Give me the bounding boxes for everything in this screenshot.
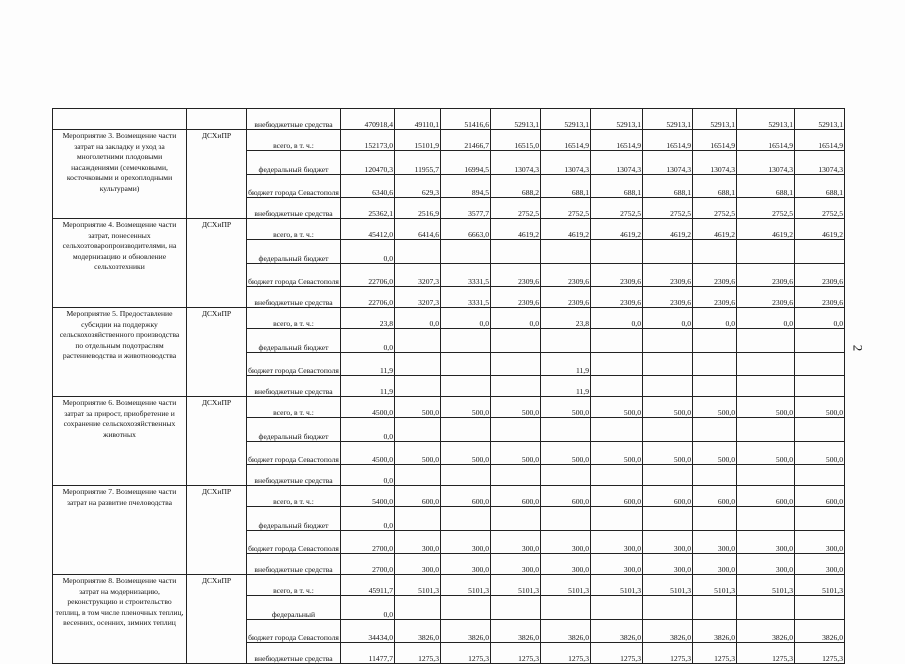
value-cell: 16514,9 xyxy=(541,130,591,151)
value-cell xyxy=(541,507,591,531)
value-cell: 16515,0 xyxy=(491,130,541,151)
funding-source-cell: внебюджетные средства xyxy=(247,287,341,308)
value-cell xyxy=(693,418,737,442)
value-cell: 1275,3 xyxy=(541,643,591,664)
value-cell: 500,0 xyxy=(795,397,845,418)
funding-source-cell: бюджет города Севастополя xyxy=(247,442,341,465)
value-cell xyxy=(591,329,643,353)
funding-source-cell: внебюджетные средства xyxy=(247,198,341,219)
value-cell: 13074,3 xyxy=(643,151,693,175)
table-row xyxy=(53,308,845,329)
value-cell: 600,0 xyxy=(395,486,441,507)
funding-source-cell: бюджет города Севастополя xyxy=(247,620,341,643)
funding-source-cell: федеральный бюджет xyxy=(247,329,341,353)
value-cell: 23,8 xyxy=(341,308,395,329)
value-cell: 3826,0 xyxy=(441,620,491,643)
value-cell xyxy=(395,418,441,442)
value-cell: 16514,9 xyxy=(795,130,845,151)
funding-source-cell: внебюджетные средства xyxy=(247,465,341,486)
executor-cell: ДСХиПР xyxy=(187,219,247,308)
value-cell xyxy=(795,596,845,620)
value-cell: 13074,3 xyxy=(491,151,541,175)
value-cell: 300,0 xyxy=(693,531,737,554)
value-cell xyxy=(693,329,737,353)
funding-source-cell: федеральный бюджет xyxy=(247,240,341,264)
value-cell xyxy=(643,353,693,376)
value-cell: 52913,1 xyxy=(643,109,693,130)
value-cell xyxy=(693,353,737,376)
value-cell: 3826,0 xyxy=(693,620,737,643)
value-cell: 500,0 xyxy=(693,442,737,465)
value-cell: 0,0 xyxy=(341,465,395,486)
value-cell xyxy=(591,353,643,376)
value-cell: 16514,9 xyxy=(643,130,693,151)
value-cell: 13074,3 xyxy=(591,151,643,175)
value-cell xyxy=(795,329,845,353)
value-cell: 5101,3 xyxy=(441,575,491,596)
value-cell: 2752,5 xyxy=(491,198,541,219)
executor-cell: ДСХиПР xyxy=(187,308,247,397)
value-cell: 300,0 xyxy=(737,554,795,575)
value-cell: 5101,3 xyxy=(491,575,541,596)
value-cell: 23,8 xyxy=(541,308,591,329)
table-row xyxy=(53,219,845,240)
value-cell xyxy=(693,240,737,264)
value-cell: 3826,0 xyxy=(395,620,441,643)
value-cell: 500,0 xyxy=(541,442,591,465)
event-name-cell: Мероприятие 3. Возмещение части затрат на закладку и уход за многолетними плодовыми насаждениями (семечковыми, косточковыми и орехоплодными культурами) xyxy=(53,130,187,219)
value-cell: 3826,0 xyxy=(541,620,591,643)
funding-source-cell: всего, в т. ч.: xyxy=(247,575,341,596)
value-cell: 500,0 xyxy=(643,397,693,418)
value-cell: 500,0 xyxy=(795,442,845,465)
value-cell xyxy=(491,465,541,486)
value-cell xyxy=(441,507,491,531)
value-cell xyxy=(541,465,591,486)
value-cell xyxy=(591,465,643,486)
value-cell: 500,0 xyxy=(441,397,491,418)
value-cell: 500,0 xyxy=(541,397,591,418)
value-cell xyxy=(737,418,795,442)
value-cell: 1275,3 xyxy=(693,643,737,664)
executor-cell: ДСХиПР xyxy=(187,397,247,486)
value-cell xyxy=(491,353,541,376)
value-cell: 300,0 xyxy=(643,554,693,575)
value-cell: 500,0 xyxy=(591,442,643,465)
value-cell xyxy=(693,465,737,486)
value-cell: 0,0 xyxy=(795,308,845,329)
value-cell: 600,0 xyxy=(693,486,737,507)
value-cell: 13074,3 xyxy=(737,151,795,175)
value-cell: 4619,2 xyxy=(491,219,541,240)
value-cell: 3331,5 xyxy=(441,287,491,308)
value-cell xyxy=(541,240,591,264)
value-cell: 4619,2 xyxy=(643,219,693,240)
value-cell xyxy=(441,240,491,264)
value-cell: 600,0 xyxy=(795,486,845,507)
value-cell xyxy=(395,596,441,620)
value-cell: 4619,2 xyxy=(541,219,591,240)
budget-table xyxy=(52,108,845,664)
value-cell: 2309,6 xyxy=(737,264,795,287)
value-cell: 300,0 xyxy=(693,554,737,575)
value-cell: 45911,7 xyxy=(341,575,395,596)
value-cell: 1275,3 xyxy=(591,643,643,664)
value-cell: 500,0 xyxy=(441,442,491,465)
value-cell: 300,0 xyxy=(795,554,845,575)
value-cell xyxy=(441,353,491,376)
value-cell: 500,0 xyxy=(643,442,693,465)
value-cell: 52913,1 xyxy=(795,109,845,130)
value-cell: 600,0 xyxy=(591,486,643,507)
event-name-cell: Мероприятие 7. Возмещение части затрат на развитие пчеловодства xyxy=(53,486,187,575)
value-cell xyxy=(491,329,541,353)
funding-source-cell: бюджет города Севастополя xyxy=(247,175,341,198)
value-cell: 3577,7 xyxy=(441,198,491,219)
value-cell xyxy=(737,596,795,620)
value-cell: 25362,1 xyxy=(341,198,395,219)
value-cell: 4619,2 xyxy=(737,219,795,240)
value-cell: 5101,3 xyxy=(643,575,693,596)
value-cell: 3826,0 xyxy=(737,620,795,643)
value-cell: 6414,6 xyxy=(395,219,441,240)
value-cell: 300,0 xyxy=(795,531,845,554)
value-cell: 1275,3 xyxy=(737,643,795,664)
event-name-cell: Мероприятие 5. Предоставление субсидии на поддержку сельскохозяйственного производства по отдельным подотраслям растениеводства и животноводства xyxy=(53,308,187,397)
value-cell xyxy=(737,353,795,376)
value-cell: 500,0 xyxy=(395,442,441,465)
value-cell xyxy=(441,596,491,620)
value-cell: 2309,6 xyxy=(491,264,541,287)
value-cell xyxy=(737,240,795,264)
value-cell: 600,0 xyxy=(737,486,795,507)
value-cell: 6340,6 xyxy=(341,175,395,198)
value-cell: 2309,6 xyxy=(795,287,845,308)
value-cell: 470918,4 xyxy=(341,109,395,130)
value-cell: 300,0 xyxy=(491,531,541,554)
value-cell: 2309,6 xyxy=(693,264,737,287)
value-cell: 51416,6 xyxy=(441,109,491,130)
page-number: 2 xyxy=(850,344,866,352)
value-cell: 4619,2 xyxy=(591,219,643,240)
value-cell: 13074,3 xyxy=(795,151,845,175)
value-cell xyxy=(795,465,845,486)
value-cell: 3207,3 xyxy=(395,287,441,308)
value-cell: 2752,5 xyxy=(591,198,643,219)
value-cell: 688,1 xyxy=(643,175,693,198)
table-row xyxy=(53,130,845,151)
value-cell xyxy=(693,376,737,397)
value-cell xyxy=(441,465,491,486)
value-cell xyxy=(395,240,441,264)
value-cell xyxy=(591,596,643,620)
value-cell xyxy=(395,507,441,531)
value-cell: 13074,3 xyxy=(693,151,737,175)
funding-source-cell: всего, в т. ч.: xyxy=(247,219,341,240)
value-cell: 0,0 xyxy=(693,308,737,329)
value-cell: 52913,1 xyxy=(591,109,643,130)
value-cell xyxy=(441,329,491,353)
value-cell: 688,1 xyxy=(541,175,591,198)
value-cell xyxy=(795,353,845,376)
value-cell: 11,9 xyxy=(541,376,591,397)
value-cell xyxy=(737,329,795,353)
funding-source-cell: внебюджетные средства xyxy=(247,109,341,130)
value-cell: 688,1 xyxy=(693,175,737,198)
value-cell: 300,0 xyxy=(591,554,643,575)
value-cell: 300,0 xyxy=(737,531,795,554)
value-cell xyxy=(491,240,541,264)
value-cell: 2752,5 xyxy=(737,198,795,219)
value-cell xyxy=(795,507,845,531)
value-cell: 52913,1 xyxy=(491,109,541,130)
empty-cell xyxy=(53,109,187,130)
value-cell xyxy=(491,507,541,531)
value-cell xyxy=(395,465,441,486)
value-cell xyxy=(395,376,441,397)
value-cell: 2700,0 xyxy=(341,554,395,575)
value-cell: 500,0 xyxy=(693,397,737,418)
value-cell: 300,0 xyxy=(395,531,441,554)
funding-source-cell: федеральный бюджет xyxy=(247,507,341,531)
value-cell: 500,0 xyxy=(737,397,795,418)
value-cell: 11477,7 xyxy=(341,643,395,664)
value-cell: 500,0 xyxy=(737,442,795,465)
value-cell: 22706,0 xyxy=(341,264,395,287)
value-cell xyxy=(643,240,693,264)
value-cell: 688,1 xyxy=(737,175,795,198)
funding-source-cell: федеральный xyxy=(247,596,341,620)
value-cell xyxy=(541,418,591,442)
value-cell: 16514,9 xyxy=(591,130,643,151)
value-cell: 2752,5 xyxy=(795,198,845,219)
value-cell xyxy=(591,376,643,397)
value-cell: 4500,0 xyxy=(341,397,395,418)
value-cell: 300,0 xyxy=(395,554,441,575)
funding-source-cell: бюджет города Севастополя xyxy=(247,353,341,376)
value-cell: 4619,2 xyxy=(693,219,737,240)
funding-source-cell: всего, в т. ч.: xyxy=(247,486,341,507)
value-cell: 2516,9 xyxy=(395,198,441,219)
value-cell: 600,0 xyxy=(643,486,693,507)
value-cell: 2309,6 xyxy=(795,264,845,287)
value-cell xyxy=(643,418,693,442)
value-cell: 0,0 xyxy=(737,308,795,329)
executor-cell: ДСХиПР xyxy=(187,130,247,219)
value-cell: 0,0 xyxy=(341,507,395,531)
value-cell: 52913,1 xyxy=(737,109,795,130)
table-row xyxy=(53,109,845,130)
value-cell: 300,0 xyxy=(441,531,491,554)
value-cell: 629,3 xyxy=(395,175,441,198)
funding-source-cell: федеральный бюджет xyxy=(247,151,341,175)
value-cell: 6663,0 xyxy=(441,219,491,240)
value-cell xyxy=(693,507,737,531)
value-cell: 5101,3 xyxy=(591,575,643,596)
event-name-cell: Мероприятие 4. Возмещение части затрат, понесенных сельхозтоваропроизводителями, на модернизацию и обновление сельхозтехники xyxy=(53,219,187,308)
value-cell: 1275,3 xyxy=(795,643,845,664)
value-cell xyxy=(491,596,541,620)
value-cell: 0,0 xyxy=(591,308,643,329)
value-cell: 2309,6 xyxy=(643,264,693,287)
value-cell: 16994,5 xyxy=(441,151,491,175)
value-cell: 5101,3 xyxy=(737,575,795,596)
value-cell: 2309,6 xyxy=(693,287,737,308)
value-cell xyxy=(591,240,643,264)
value-cell xyxy=(491,376,541,397)
value-cell: 0,0 xyxy=(491,308,541,329)
value-cell: 11,9 xyxy=(341,353,395,376)
value-cell: 300,0 xyxy=(491,554,541,575)
value-cell: 3331,5 xyxy=(441,264,491,287)
value-cell xyxy=(643,376,693,397)
event-name-cell: Мероприятие 6. Возмещение части затрат за прирост, приобретение и сохранение сельскохозяйственных животных xyxy=(53,397,187,486)
value-cell xyxy=(693,596,737,620)
value-cell: 300,0 xyxy=(643,531,693,554)
value-cell: 21466,7 xyxy=(441,130,491,151)
value-cell: 300,0 xyxy=(591,531,643,554)
value-cell xyxy=(737,376,795,397)
value-cell xyxy=(643,507,693,531)
funding-source-cell: бюджет города Севастополя xyxy=(247,264,341,287)
value-cell xyxy=(737,465,795,486)
value-cell: 688,1 xyxy=(591,175,643,198)
value-cell: 2752,5 xyxy=(693,198,737,219)
value-cell: 22706,0 xyxy=(341,287,395,308)
funding-source-cell: внебюджетные средства xyxy=(247,643,341,664)
value-cell: 2309,6 xyxy=(643,287,693,308)
value-cell: 600,0 xyxy=(491,486,541,507)
value-cell: 52913,1 xyxy=(541,109,591,130)
value-cell: 4619,2 xyxy=(795,219,845,240)
value-cell xyxy=(591,507,643,531)
value-cell: 5101,3 xyxy=(693,575,737,596)
event-name-cell: Мероприятие 8. Возмещение части затрат на модернизацию, реконструкцию и строительство теплиц, в том числе пленочных теплиц, весенних, осенних, зимних теплиц xyxy=(53,575,187,664)
value-cell: 0,0 xyxy=(441,308,491,329)
value-cell: 3826,0 xyxy=(795,620,845,643)
value-cell: 2309,6 xyxy=(491,287,541,308)
value-cell xyxy=(737,507,795,531)
value-cell xyxy=(395,329,441,353)
value-cell xyxy=(643,465,693,486)
value-cell: 300,0 xyxy=(441,554,491,575)
value-cell xyxy=(643,329,693,353)
value-cell: 500,0 xyxy=(491,442,541,465)
value-cell: 2309,6 xyxy=(591,287,643,308)
value-cell: 500,0 xyxy=(491,397,541,418)
value-cell xyxy=(441,376,491,397)
value-cell: 3826,0 xyxy=(491,620,541,643)
executor-cell: ДСХиПР xyxy=(187,486,247,575)
value-cell: 4500,0 xyxy=(341,442,395,465)
value-cell: 300,0 xyxy=(541,531,591,554)
value-cell: 13074,3 xyxy=(541,151,591,175)
value-cell: 16514,9 xyxy=(737,130,795,151)
funding-source-cell: федеральный бюджет xyxy=(247,418,341,442)
value-cell: 0,0 xyxy=(341,329,395,353)
value-cell: 152173,0 xyxy=(341,130,395,151)
value-cell: 3826,0 xyxy=(591,620,643,643)
value-cell: 1275,3 xyxy=(643,643,693,664)
value-cell: 45412,0 xyxy=(341,219,395,240)
value-cell xyxy=(541,596,591,620)
funding-source-cell: внебюджетные средства xyxy=(247,554,341,575)
value-cell: 0,0 xyxy=(341,240,395,264)
funding-source-cell: всего, в т. ч.: xyxy=(247,308,341,329)
value-cell: 11,9 xyxy=(541,353,591,376)
funding-source-cell: бюджет города Севастополя xyxy=(247,531,341,554)
value-cell: 0,0 xyxy=(341,596,395,620)
value-cell: 5400,0 xyxy=(341,486,395,507)
value-cell: 49110,1 xyxy=(395,109,441,130)
value-cell xyxy=(795,240,845,264)
value-cell: 11955,7 xyxy=(395,151,441,175)
empty-cell xyxy=(187,109,247,130)
funding-source-cell: всего, в т. ч.: xyxy=(247,130,341,151)
value-cell: 2309,6 xyxy=(737,287,795,308)
value-cell xyxy=(491,418,541,442)
value-cell: 34434,0 xyxy=(341,620,395,643)
value-cell xyxy=(591,418,643,442)
value-cell: 16514,9 xyxy=(693,130,737,151)
value-cell: 500,0 xyxy=(591,397,643,418)
value-cell: 2309,6 xyxy=(541,264,591,287)
value-cell: 0,0 xyxy=(341,418,395,442)
funding-source-cell: всего, в т. ч.: xyxy=(247,397,341,418)
value-cell: 5101,3 xyxy=(795,575,845,596)
value-cell: 300,0 xyxy=(541,554,591,575)
value-cell: 1275,3 xyxy=(395,643,441,664)
value-cell: 500,0 xyxy=(395,397,441,418)
value-cell: 0,0 xyxy=(643,308,693,329)
value-cell: 1275,3 xyxy=(441,643,491,664)
value-cell: 3207,3 xyxy=(395,264,441,287)
value-cell xyxy=(795,418,845,442)
table-row xyxy=(53,397,845,418)
value-cell: 15101,9 xyxy=(395,130,441,151)
value-cell: 600,0 xyxy=(441,486,491,507)
value-cell: 2752,5 xyxy=(643,198,693,219)
value-cell: 894,5 xyxy=(441,175,491,198)
table-row xyxy=(53,575,845,596)
value-cell: 120470,3 xyxy=(341,151,395,175)
value-cell xyxy=(441,418,491,442)
value-cell: 600,0 xyxy=(541,486,591,507)
value-cell: 3826,0 xyxy=(643,620,693,643)
value-cell xyxy=(541,329,591,353)
value-cell xyxy=(395,353,441,376)
value-cell: 2752,5 xyxy=(541,198,591,219)
value-cell: 5101,3 xyxy=(395,575,441,596)
value-cell xyxy=(643,596,693,620)
value-cell: 1275,3 xyxy=(491,643,541,664)
table-row xyxy=(53,486,845,507)
value-cell: 688,1 xyxy=(795,175,845,198)
value-cell xyxy=(795,376,845,397)
value-cell: 11,9 xyxy=(341,376,395,397)
value-cell: 52913,1 xyxy=(693,109,737,130)
funding-source-cell: внебюджетные средства xyxy=(247,376,341,397)
value-cell: 2309,6 xyxy=(541,287,591,308)
value-cell: 2309,6 xyxy=(591,264,643,287)
value-cell: 5101,3 xyxy=(541,575,591,596)
value-cell: 0,0 xyxy=(395,308,441,329)
value-cell: 2700,0 xyxy=(341,531,395,554)
value-cell: 688,2 xyxy=(491,175,541,198)
executor-cell: ДСХиПР xyxy=(187,575,247,664)
